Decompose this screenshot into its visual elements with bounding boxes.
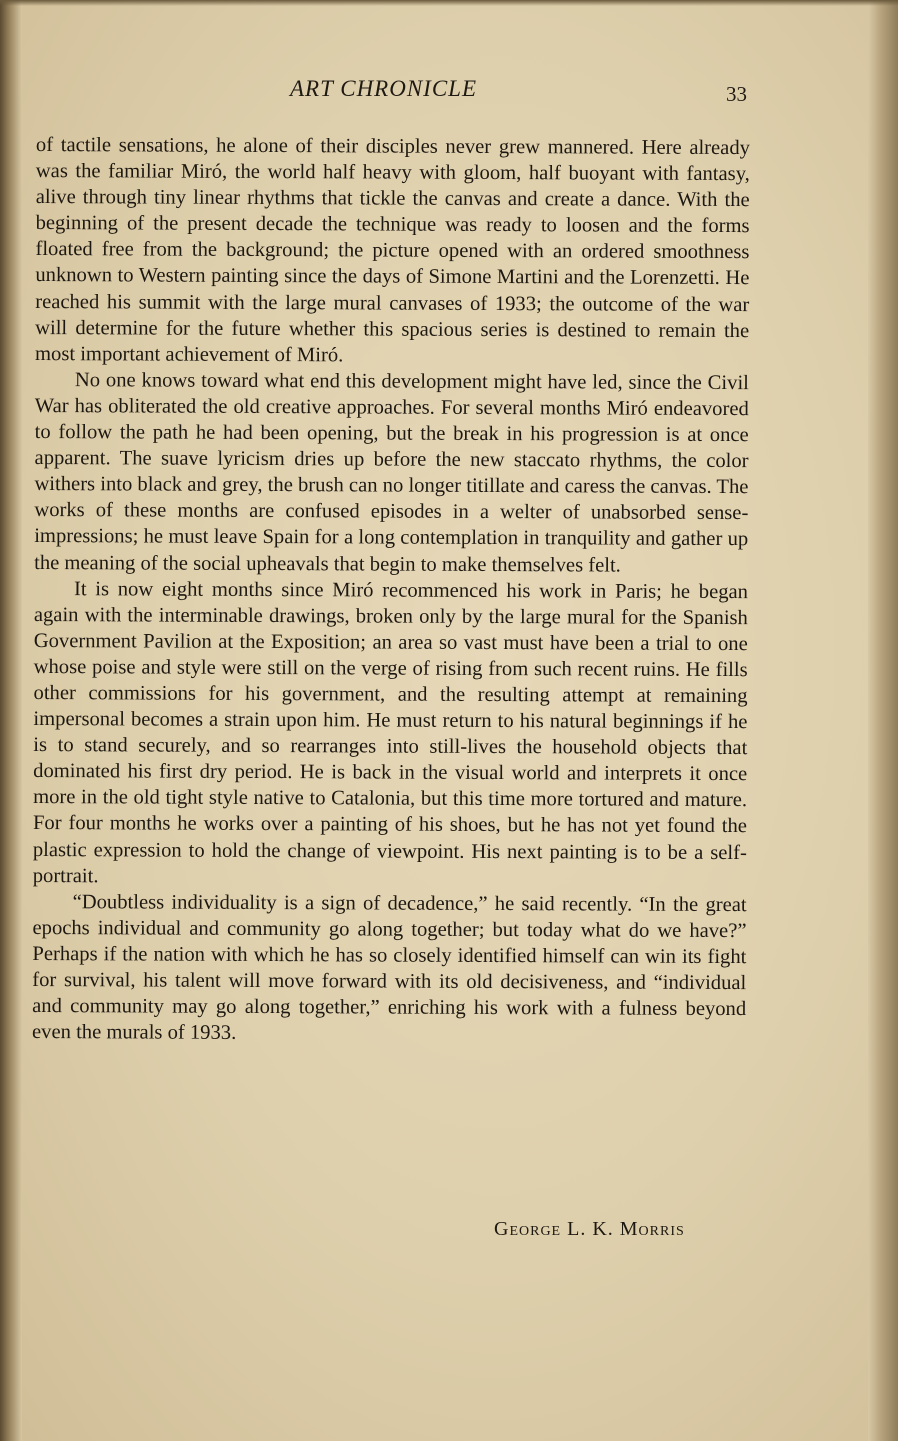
paragraph-2: No one knows toward what end this development might have led, since the Civil War has obliterated the old creative approaches. For several months Miró endeavored to follow the path he had been opening, but the break in his progression is at once apparent. The suave lyricism dries up before the new staccato rhythms, the color withers into black and grey, the brush can no longer titillate and caress the canvas. The works of these months are confused episodes in a welter of unabsorbed sense-impressions; he must leave Spain for a long contemplation in tranquility and gather up the meaning of the social upheavals that begin to make themselves felt.	[34, 369, 749, 577]
paragraph-3: It is now eight months since Miró recommenced his work in Paris; he began again with the interminable drawings, broken only by the large mural for the Spanish Government Pavilion at the Exposition; an area so vast must have been a trial to one whose poise and style were still on the verge of rising from such recent ruins. He fills other commissions for his government, and the resulting attempt at remaining impersonal becomes a strain upon him. He must return to his natural beginnings if he is to stand securely, and so rearranges into still-lives the household objects that dominated his first dry period. He is back in the visual world and interprets it once more in the old tight style native to Catalonia, but this time more tortured and mature. For four months he works over a painting of his shoes, but he has not yet found the plastic expression to hold the change of viewpoint. His next painting is to be a self-portrait.	[32, 577, 749, 887]
page-header	[0, 76, 898, 110]
running-head: ART CHRONICLE	[290, 76, 478, 101]
author-signature: George L. K. Morris	[494, 1218, 685, 1240]
page-top-edge	[0, 0, 898, 6]
page-edge-shadow	[868, 0, 898, 1441]
paragraph-4: “Doubtless individuality is a sign of decadence,” he said recently. “In the great epochs individual and community go along together; but today what do we have?” Perhaps if the nation with which he has so closely identified himself can win its fight for survival, his talent will move forward with its old decisiveness, and “individual and community may go along together,” enriching his work with a fulness beyond even the murals of 1933.	[32, 890, 747, 1045]
article-body	[32, 132, 750, 1048]
paragraph-1: of tactile sensations, he alone of their disciples never grew mannered. Here already was the familiar Miró, the world half heavy with gloom, half buoyant with fantasy, alive through tiny linear rhythms that tickle the canvas and create a dance. With the beginning of the present decade the technique was ready to loosen and the forms floated free from the background; the picture opened with an ordered smoothness unknown to Western painting since the days of Simone Martini and the Lorenzetti. He reached his summit with the large mural canvases of 1933; the outcome of the war will determine for the future whether this spacious series is destined to remain the most important achievement of Miró.	[34, 133, 750, 367]
book-spine-shadow	[0, 0, 22, 1441]
page-number: 33	[726, 82, 747, 106]
